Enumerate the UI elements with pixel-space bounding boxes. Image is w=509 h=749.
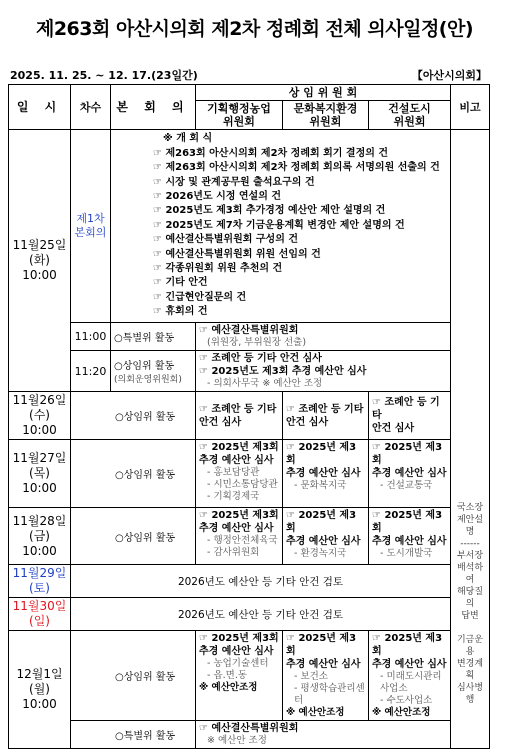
committee2-budget (283, 631, 369, 721)
special-committee-desc (196, 721, 451, 749)
agenda-item: ☞ 각종위원회 위원 추천의 건 (153, 263, 283, 275)
header-committee-welfare: 문화복지환경 위원회 (283, 101, 369, 130)
row-date-nov25: 11월25일 (화) 10:00 (9, 130, 71, 392)
dept-list (372, 671, 447, 707)
row-date-nov30: 11월30일 (일) (9, 598, 71, 631)
special-committee-title: ☞ 예산결산특별위원회 (199, 325, 299, 336)
department-item: - 보건소 (294, 671, 328, 682)
budget-adjust-note: ※ 예산안조정 (286, 707, 345, 718)
agenda-item: ☞ 제263회 아산시의회 제2차 정례회 회기 결정의 건 (153, 147, 389, 159)
budget-head: ☞ 2025년 제3회 추경 예산안 심사 (286, 442, 361, 479)
activity-standing-committee: ○상임위 활동 (71, 508, 196, 565)
organization-label: 【아산시의회】 (411, 69, 487, 82)
agenda-item: ☞ 예산결산특별위원회 구성의 건 (153, 234, 298, 246)
review-period-text: 2026년도 예산안 등 기타 안건 검토 (71, 598, 451, 631)
agenda-item: ☞ 시장 및 관계공무원 출석요구의 건 (153, 176, 315, 188)
page-title: 제263회 아산시의회 제2차 정례회 전체 의사일정(안) (35, 18, 474, 40)
header-session: 차수 (71, 85, 111, 130)
agenda-item: ☞ 휴회의 건 (153, 306, 208, 318)
schedule-table (8, 84, 490, 749)
review-text: ☞ 조례안 등 기타 안건 심사 (286, 403, 364, 428)
committee1-budget (196, 508, 283, 565)
department-item: - 평생학습관리센터 (294, 683, 365, 706)
dept-list (286, 548, 365, 560)
dept-list (372, 480, 447, 492)
review-text: ☞ 조례안 등 기타 안건 심사 (372, 397, 440, 434)
dept-list (199, 535, 279, 559)
header-standing-committee: 상 임 위 원 회 (196, 85, 451, 101)
plenary-agenda (111, 130, 451, 323)
department-item: - 환경녹지국 (294, 548, 347, 559)
committee1-budget (196, 631, 283, 721)
special-committee-title: ☞ 예산결산특별위원회 (199, 723, 299, 734)
budget-adjust-note: ※ 예산안조정 (372, 707, 431, 718)
committee2-review (283, 392, 369, 440)
desc-line-1: ☞ 조례안 등 기타 안건 심사 (199, 353, 322, 364)
department-item: - 건설교통국 (380, 480, 433, 491)
row-date-nov26: 11월26일 (수) 10:00 (9, 392, 71, 440)
time-1100: 11:00 (71, 323, 111, 351)
department-item: - 읍.면.동 (207, 670, 248, 681)
activity-special-committee: ○특별위 활동 (111, 323, 196, 351)
activity-special-committee: ○특별위 활동 (71, 721, 196, 749)
budget-head: ☞ 2025년 제3회 추경 예산안 심사 (199, 633, 279, 657)
committee3-budget (369, 440, 451, 508)
agenda-item: ☞ 2026년도 시정 연설의 건 (153, 190, 282, 202)
budget-head: ☞ 2025년 제3회 추경 예산안 심사 (372, 633, 447, 670)
row-date-nov28: 11월28일 (금) 10:00 (9, 508, 71, 565)
department-item: - 도시개발국 (380, 548, 433, 559)
committee3-review (369, 392, 451, 440)
dept-list (199, 658, 279, 682)
budget-head: ☞ 2025년 제3회 추경 예산안 심사 (199, 442, 279, 466)
dept-list (372, 548, 447, 560)
steering-committee-desc (196, 351, 451, 392)
agenda-item: ☞ 예산결산특별위원회 위원 선임의 건 (153, 248, 321, 260)
review-text: ☞ 조례안 등 기타 안건 심사 (199, 403, 277, 428)
dept-list (286, 671, 365, 707)
activity-standing-committee: ○상임위 활동 (71, 440, 196, 508)
plenary-agenda-list (153, 132, 446, 319)
department-item: - 기획경제국 (207, 491, 260, 502)
row-date-dec1: 12월1일 (월) 10:00 (9, 631, 71, 749)
committee3-budget (369, 508, 451, 565)
header-committee-construction: 건설도시 위원회 (369, 101, 451, 130)
ceremony-item: ※ 개 회 식 (163, 133, 213, 145)
budget-head: ☞ 2025년 제3회 추경 예산안 심사 (372, 510, 447, 547)
header-remark: 비고 (451, 85, 490, 130)
department-item: - 문화복지국 (294, 480, 347, 491)
row-date-nov27: 11월27일 (목) 10:00 (9, 440, 71, 508)
dept-list (286, 480, 365, 492)
agenda-item: ☞ 2025년도 제3회 추가경정 예산안 제안 설명의 건 (153, 205, 386, 217)
header-committee-planning: 기획행정농업 위원회 (196, 101, 283, 130)
desc-line-2: ☞ 2025년도 제3회 추경 예산안 심사 (199, 366, 367, 377)
agenda-item: ☞ 긴급현안질문의 건 (153, 291, 247, 303)
header-date: 일 시 (9, 85, 71, 130)
department-item: - 감사위원회 (207, 547, 260, 558)
committee3-budget (369, 631, 451, 721)
review-period-text: 2026년도 예산안 등 기타 안건 검토 (71, 565, 451, 598)
row-date-nov29: 11월29일 (토) (9, 565, 71, 598)
department-item: - 수도사업소 (380, 695, 433, 706)
activity-standing-committee: ○상임위 활동 (71, 392, 196, 440)
department-item: - 행정안전체육국 (207, 535, 278, 546)
activity-standing-committee: ○상임위 활동 (71, 631, 196, 721)
committee2-budget (283, 440, 369, 508)
time-1120: 11:20 (71, 351, 111, 392)
committee1-review (196, 392, 283, 440)
department-item: - 농업기술센터 (207, 658, 269, 669)
budget-adjust-note: ※ 예산안조정 (199, 682, 258, 693)
department-item: - 미래도시관리사업소 (380, 671, 442, 694)
committee1-budget (196, 440, 283, 508)
agenda-item: ☞ 제263회 아산시의회 제2차 정례회 회의록 서명의원 선출의 건 (153, 162, 440, 174)
activity-standing-committee (111, 351, 196, 392)
activity-label: ○상임위 활동 (114, 361, 175, 372)
header-plenary: 본 회 의 (111, 85, 196, 130)
session-period: 2025. 11. 25. ~ 12. 17.(23일간) (10, 69, 198, 82)
dept-list (199, 467, 279, 503)
special-committee-desc (196, 323, 451, 351)
budget-head: ☞ 2025년 제3회 추경 예산안 심사 (199, 510, 279, 534)
department-item: - 시민소통담당관 (207, 479, 278, 490)
department-item: - 홍보담당관 (207, 467, 260, 478)
activity-sublabel: (의회운영위원회) (114, 375, 182, 385)
agenda-item: ☞ 2025년도 제7차 기금운용계획 변경안 제안 설명의 건 (153, 219, 405, 231)
desc-note: - 의회사무국 ※ 예산안 조정 (207, 378, 323, 389)
agenda-item: ☞ 기타 안건 (153, 277, 208, 289)
session-label: 제1차 본회의 (71, 130, 111, 323)
committee2-budget (283, 508, 369, 565)
budget-head: ☞ 2025년 제3회 추경 예산안 심사 (372, 442, 447, 479)
special-committee-note: ※ 예산안 조정 (207, 735, 267, 746)
special-committee-note: (위원장, 부위원장 선출) (207, 337, 307, 348)
budget-head: ☞ 2025년 제3회 추경 예산안 심사 (286, 510, 361, 547)
budget-head: ☞ 2025년 제3회 추경 예산안 심사 (286, 633, 361, 670)
remark-cell: 국소장 제안설명 ------ 부서장 배석하여 해당질의 답변 기금운용 변경계획 심사병행 (451, 130, 490, 749)
